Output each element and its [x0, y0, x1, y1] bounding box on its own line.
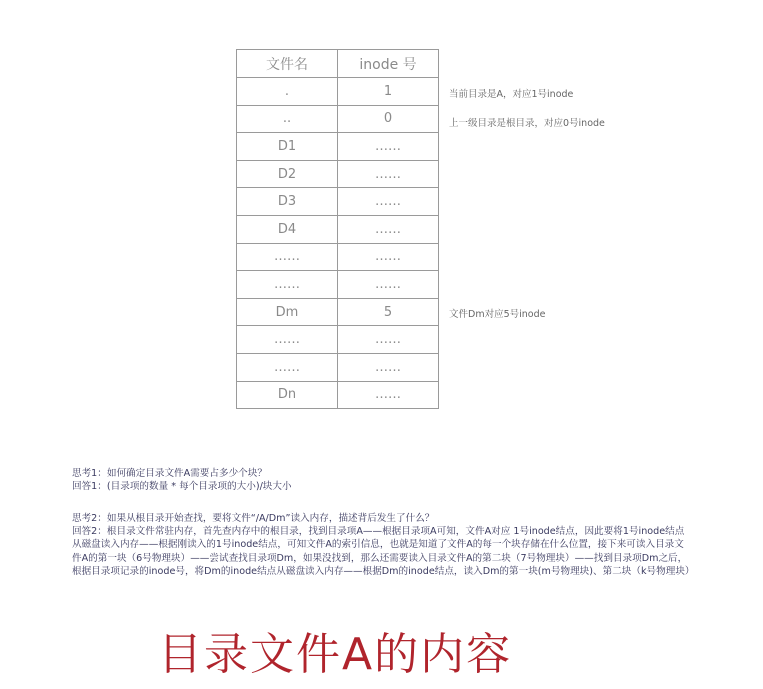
cell-inode: ……: [338, 353, 439, 381]
cell-filename: ……: [237, 243, 338, 271]
table-row: [237, 271, 439, 299]
cell-filename: ……: [237, 353, 338, 381]
answer-1: 回答1：(目录项的数量 * 每个目录项的大小)/块大小: [72, 481, 292, 493]
cell-filename: Dm: [237, 298, 338, 326]
cell-filename: .: [237, 78, 338, 106]
cell-filename: D1: [237, 133, 338, 161]
cell-inode: ……: [338, 188, 439, 216]
table-row: [237, 215, 439, 243]
table-row: [237, 188, 439, 216]
question-2: 思考2：如果从根目录开始查找，要将文件“/A/Dm”读入内存，描述背后发生了什么？: [72, 513, 435, 524]
table-row: [237, 298, 439, 326]
directory-table: [236, 49, 439, 409]
header-inode: inode 号: [338, 50, 439, 78]
table-row: [237, 353, 439, 381]
page-title: 目录文件A的内容: [158, 629, 513, 680]
table-row: [237, 105, 439, 133]
table-row: [237, 381, 439, 409]
cell-inode: 0: [338, 105, 439, 133]
cell-inode: 1: [338, 78, 439, 106]
table-row: [237, 243, 439, 271]
cell-inode: 5: [338, 298, 439, 326]
cell-inode: ……: [338, 160, 439, 188]
note-current-dir: 当前目录是A，对应1号inode: [449, 89, 574, 100]
note-parent-dir: 上一级目录是根目录，对应0号inode: [449, 118, 605, 129]
cell-filename: D4: [237, 215, 338, 243]
cell-filename: Dn: [237, 381, 338, 409]
cell-inode: ……: [338, 326, 439, 354]
table-row: [237, 133, 439, 161]
qa-block-1: [72, 467, 692, 493]
answer-2: 回答2：根目录文件常驻内存，首先查内存中的根目录，找到目录项A——根据目录项A可知，文件A对应 1号inode结点，因此要将1号inode结点从磁盘读入内存——根据刚读入的1号inode结点，可知文件A的索引信息，也就是知道了文件A的每一个块存储在什么位置，接下来可读入目录文件A的第一块（6号物理块）——尝试查找目录项Dm，如果没找到，那么还需要读入目录文件A的第二块（7号物理块）——找到目录项Dm之后，根据目录项记录的inode号，将Dm的inode结点从磁盘读入内存——根据Dm的inode结点，读入Dm的第一块(m号物理块)、第二块（k号物理块）: [72, 526, 695, 577]
table-header-row: [237, 50, 439, 78]
cell-filename: D2: [237, 160, 338, 188]
note-dm-inode: 文件Dm对应5号inode: [449, 309, 546, 320]
table-row: [237, 326, 439, 354]
question-1: 思考1：如何确定目录文件A需要占多少个块？: [72, 468, 267, 479]
cell-filename: ……: [237, 271, 338, 299]
cell-inode: ……: [338, 271, 439, 299]
header-filename: 文件名: [237, 50, 338, 78]
cell-inode: ……: [338, 215, 439, 243]
table-row: [237, 78, 439, 106]
cell-filename: D3: [237, 188, 338, 216]
cell-inode: ……: [338, 133, 439, 161]
table-row: [237, 160, 439, 188]
cell-inode: ……: [338, 243, 439, 271]
qa-block-2: [72, 512, 695, 578]
cell-filename: ..: [237, 105, 338, 133]
cell-inode: ……: [338, 381, 439, 409]
cell-filename: ……: [237, 326, 338, 354]
